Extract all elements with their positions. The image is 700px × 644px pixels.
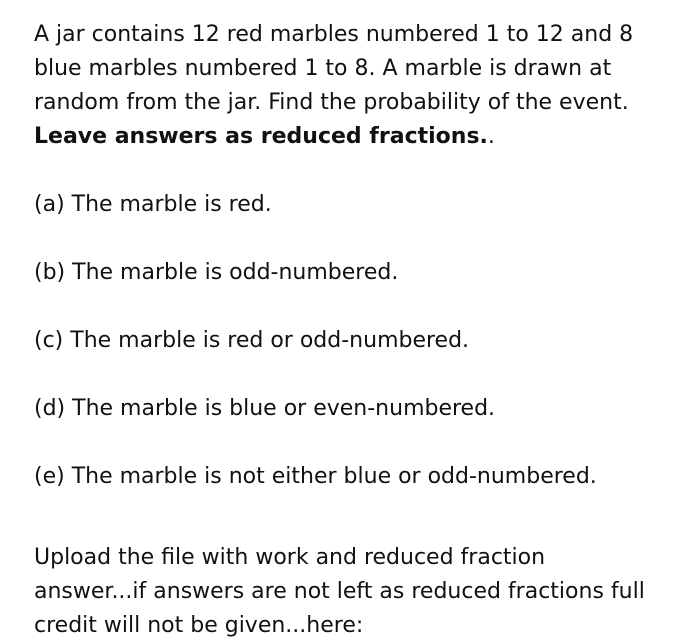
instruction-line bbox=[34, 120, 674, 154]
instruction-bold: Leave answers as reduced fractions. bbox=[34, 124, 488, 149]
question-part-a: (a) The marble is red. bbox=[34, 192, 272, 217]
question-part-b: (b) The marble is odd-numbered. bbox=[34, 260, 399, 285]
question-part-d: (d) The marble is blue or even-numbered. bbox=[34, 396, 496, 421]
upload-line-2: answer...if answers are not left as reduced fractions full bbox=[34, 579, 645, 604]
upload-line-3: credit will not be given...here: bbox=[34, 613, 364, 638]
question-part-e: (e) The marble is not either blue or odd-numbered. bbox=[34, 464, 597, 489]
intro-line-3: random from the jar. Find the probability of the event. bbox=[34, 90, 629, 115]
upload-line-1: Upload the file with work and reduced fraction bbox=[34, 545, 546, 570]
intro-line-2: blue marbles numbered 1 to 8. A marble is drawn at bbox=[34, 56, 612, 81]
problem-statement bbox=[34, 18, 674, 154]
upload-instructions bbox=[34, 541, 684, 643]
instruction-tail: . bbox=[487, 124, 495, 149]
intro-line-1: A jar contains 12 red marbles numbered 1 to 12 and 8 bbox=[34, 22, 634, 47]
question-part-c: (c) The marble is red or odd-numbered. bbox=[34, 328, 470, 353]
